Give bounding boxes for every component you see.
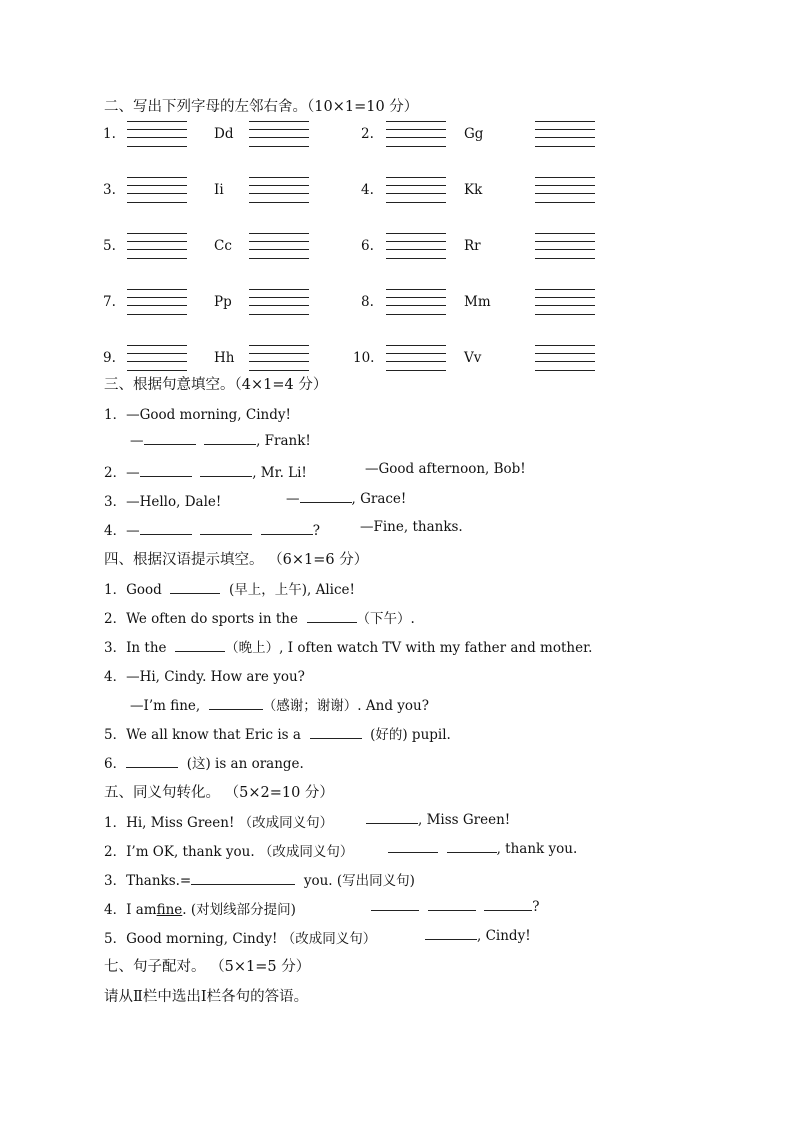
section-7-instruction: 请从Ⅱ栏中选出Ⅰ栏各句的答语。 [104,989,309,1005]
letter-pair: Cc [214,238,232,254]
writing-line [249,202,309,203]
blank[interactable] [170,581,220,594]
writing-line [386,137,446,138]
writing-line [386,121,446,122]
writing-line [249,361,309,362]
writing-line [127,233,187,234]
writing-line [535,297,595,298]
blank[interactable] [366,811,418,824]
item-number: 6. [361,238,374,254]
writing-line [535,289,595,290]
writing-line [249,233,309,234]
writing-line [249,305,309,306]
writing-line [386,241,446,242]
writing-line [535,177,595,178]
blank[interactable] [310,726,362,739]
writing-line [127,185,187,186]
writing-line [127,353,187,354]
writing-line [535,121,595,122]
blank[interactable] [447,840,497,853]
writing-line [535,241,595,242]
letter-pair: Vv [464,350,482,366]
s3-q1b: — , Frank! [130,433,311,449]
s5-q4-answer: ? [371,898,539,915]
writing-line [386,177,446,178]
s4-q4a: 4．—Hi, Cindy. How are you? [104,669,305,685]
writing-line [386,146,446,147]
writing-line [127,202,187,203]
item-number: 8. [361,294,374,310]
writing-line [386,289,446,290]
writing-line [249,185,309,186]
writing-line [386,185,446,186]
writing-line [535,361,595,362]
section-5-title: 五、同义句转化。 （5×2=10 分） [104,785,334,801]
writing-line [535,258,595,259]
blank[interactable] [126,755,178,768]
item-number: 2. [361,126,374,142]
s5-q4: 4．I amfine. (对划线部分提问) [104,902,296,918]
letter-pair: Kk [464,182,483,198]
blank[interactable] [175,639,225,652]
writing-line [249,146,309,147]
blank[interactable] [140,522,192,535]
blank[interactable] [200,464,252,477]
blank[interactable] [191,872,295,885]
blank[interactable] [209,697,263,710]
writing-line [535,305,595,306]
writing-line [249,353,309,354]
writing-line [535,345,595,346]
item-number: 4. [361,182,374,198]
s4-q1: 1．Good (早上，上午), Alice! [104,582,355,598]
writing-line [535,137,595,138]
blank[interactable] [261,522,313,535]
item-number: 3. [103,182,116,198]
writing-line [535,370,595,371]
writing-line [386,297,446,298]
writing-line [249,129,309,130]
section-7-title: 七、句子配对。 （5×1=5 分） [104,959,311,975]
writing-line [127,297,187,298]
section-3-title: 三、根据句意填空。（4×1=4 分） [104,377,328,393]
writing-line [127,258,187,259]
letter-pair: Pp [214,294,232,310]
blank[interactable] [428,898,476,911]
writing-line [249,121,309,122]
letter-pair: Rr [464,238,481,254]
writing-line [535,185,595,186]
writing-line [386,249,446,250]
s5-q5: 5．Good morning, Cindy! （改成同义句） [104,931,377,947]
writing-line [127,146,187,147]
letter-pair: Mm [464,294,491,310]
writing-line [127,121,187,122]
writing-line [535,129,595,130]
s3-q4-reply: —Fine, thanks. [360,519,463,535]
item-number: 1. [103,126,116,142]
writing-line [535,353,595,354]
writing-line [127,361,187,362]
blank[interactable] [425,927,477,940]
blank[interactable] [371,898,419,911]
s5-q5-answer: , Cindy! [425,927,531,944]
writing-line [127,305,187,306]
letter-pair: Hh [214,350,235,366]
writing-line [386,305,446,306]
writing-line [386,345,446,346]
writing-line [535,193,595,194]
s4-q5: 5．We all know that Eric is a (好的) pupil. [104,727,451,743]
s3-q3: 3．—Hello, Dale! [104,494,222,510]
writing-line [386,193,446,194]
writing-line [249,137,309,138]
writing-line [249,249,309,250]
blank[interactable] [144,432,196,445]
writing-line [127,345,187,346]
s5-q1-answer: , Miss Green! [366,811,510,828]
section-4-title: 四、根据汉语提示填空。 （6×1=6 分） [104,552,369,568]
writing-line [386,233,446,234]
writing-line [535,146,595,147]
writing-line [127,137,187,138]
letter-pair: Ii [214,182,224,198]
writing-line [535,314,595,315]
s5-q1: 1．Hi, Miss Green! （改成同义句） [104,815,334,831]
underlined-word: fine [156,902,183,918]
writing-line [386,361,446,362]
s4-q6: 6． (这) is an orange. [104,756,304,772]
writing-line [535,249,595,250]
writing-line [249,297,309,298]
blank[interactable] [307,610,357,623]
blank[interactable] [484,898,532,911]
s3-q2: 2．— , Mr. Li! [104,465,307,481]
writing-line [249,314,309,315]
blank[interactable] [200,522,252,535]
s4-q4b: —I’m fine, （感谢；谢谢）. And you? [130,698,429,714]
writing-line [386,258,446,259]
writing-line [127,177,187,178]
writing-line [386,129,446,130]
letter-pair: Gg [464,126,484,142]
item-number: 10. [353,350,375,366]
writing-line [386,370,446,371]
letter-pair: Dd [214,126,234,142]
item-number: 9. [103,350,116,366]
writing-line [249,241,309,242]
writing-line [127,129,187,130]
blank[interactable] [204,432,256,445]
writing-line [535,202,595,203]
blank[interactable] [140,464,192,477]
s3-q1a: 1．—Good morning, Cindy! [104,407,291,423]
writing-line [127,193,187,194]
s4-q3: 3．In the （晚上）, I often watch TV with my father and mother. [104,640,593,656]
s3-q3-reply: — , Grace! [286,491,407,507]
s3-q4: 4．— ? [104,523,321,539]
s5-q3: 3．Thanks.= you. (写出同义句) [104,873,415,889]
writing-line [127,314,187,315]
s5-q2: 2．I’m OK, thank you. （改成同义句） [104,844,354,860]
writing-line [249,345,309,346]
item-number: 7. [103,294,116,310]
writing-line [386,353,446,354]
blank[interactable] [388,840,438,853]
writing-line [127,370,187,371]
item-number: 5. [103,238,116,254]
writing-line [127,289,187,290]
writing-line [249,258,309,259]
s5-q2-answer: , thank you. [388,840,577,857]
s4-q2: 2．We often do sports in the （下午）. [104,611,415,627]
blank[interactable] [300,490,352,503]
writing-line [386,202,446,203]
writing-line [127,249,187,250]
writing-line [127,241,187,242]
writing-line [535,233,595,234]
writing-line [249,289,309,290]
s3-q2-reply: —Good afternoon, Bob! [365,461,526,477]
section-2-title: 二、写出下列字母的左邻右舍。（10×1=10 分） [104,99,419,115]
writing-line [249,370,309,371]
writing-line [249,193,309,194]
writing-line [249,177,309,178]
writing-line [386,314,446,315]
